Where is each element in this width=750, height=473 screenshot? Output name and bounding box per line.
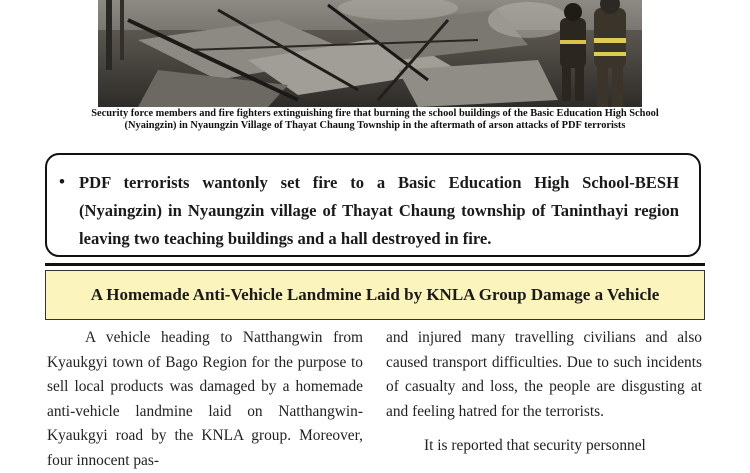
article-paragraph: It is reported that security personnel [424,437,646,454]
article-column-left [47,326,363,473]
article-headline: A Homemade Anti-Vehicle Landmine Laid by KNLA Group Damage a Vehicle [90,285,660,304]
photo-caption: Security force members and fire fighters extinguishing fire that burning the school buildings of the Basic Education High School (Nyaingzin) in Nyaungzin Village of Thayat Chaung Township in the aftermath of arson attacks of PDF terrorists [91,108,659,132]
news-photo [98,0,642,107]
article-column-right [386,326,702,459]
bullet-dot-icon: • [59,172,65,191]
headline-banner [45,270,705,320]
section-divider [45,263,705,266]
article-paragraph: A vehicle heading to Natthangwin from Kyaukgyi town of Bago Region for the purpose to sell local products was damaged by a homemade anti-vehicle landmine laid on Natthangwin-Kyaukgyi road by the KNLA group. Moreover, four innocent pas- [47,329,363,469]
article-paragraph: and injured many travelling civilians and also caused transport difficulties. Due to such incidents of casualty and loss, the people are disgusting at and feeling hatred for the terrorists. [386,329,702,420]
burned-building-photo-icon [98,0,642,107]
summary-bullet-text: PDF terrorists wantonly set fire to a Basic Education High School-BESH (Nyaingzin) in Nyaungzin village of Thayat Chaung township of Taninthayi region leaving two teaching buildings and a hall destroyed in fire. [79,173,679,248]
summary-bullet-box [45,153,701,257]
